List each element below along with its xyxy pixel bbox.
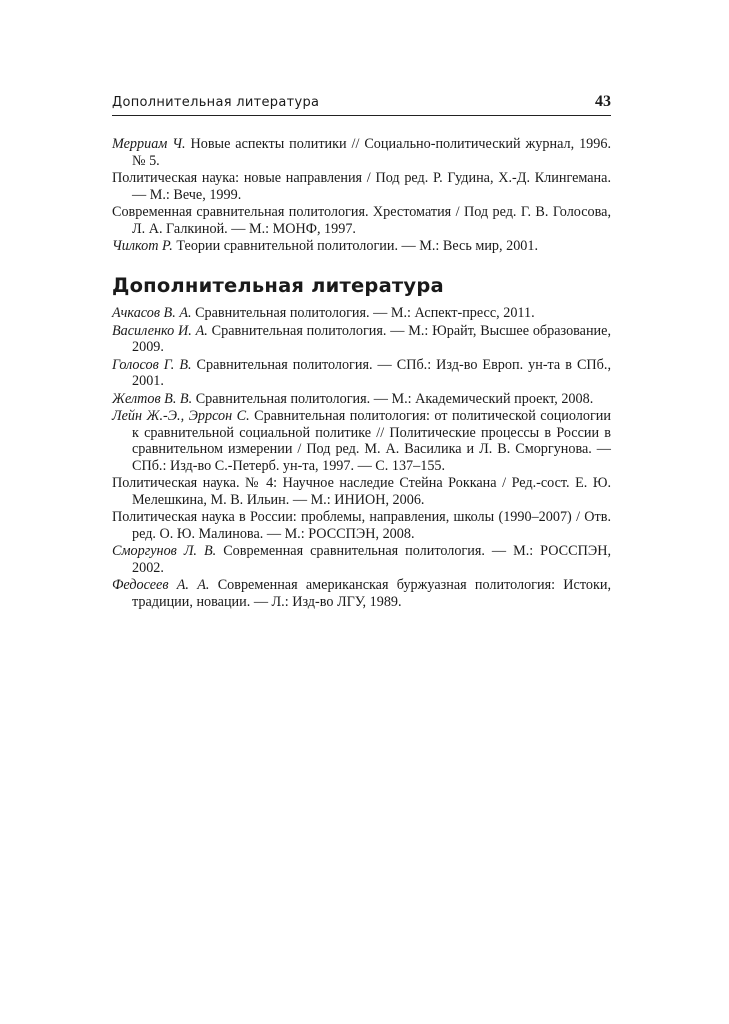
reference-text: Политическая наука: новые направления / Под ред. Р. Гудина, Х.-Д. Клингемана. — М.: Вече, 1999.: [112, 170, 611, 203]
running-header: [112, 93, 611, 116]
reference-item: [112, 408, 611, 474]
reference-author: Мерриам Ч.: [112, 136, 186, 152]
reference-text: Современная американская буржуазная политология: Истоки, традиции, новации. — Л.: Изд-во ЛГУ, 1989.: [132, 577, 611, 610]
reference-item: [112, 170, 611, 203]
reference-item: [112, 475, 611, 508]
reference-list-top: [112, 136, 611, 256]
reference-item: [112, 357, 611, 390]
reference-text: Политическая наука в России: проблемы, направления, школы (1990–2007) / Отв. ред. О. Ю. Малинова. — М.: РОССПЭН, 2008.: [112, 509, 611, 542]
reference-text: Сравнительная политология: от политической социологии к сравнительной социальной политике // Политические процессы в России в сравнительном измерении / Под ред. М. А. Василика и Л. В. Сморгунова. — СПб.: Изд-во С.-Петерб. ун-та, 1997. — С. 137–155.: [132, 408, 611, 474]
reference-author: Лейн Ж.-Э., Эррсон С.: [112, 408, 250, 424]
page-number: 43: [595, 93, 611, 110]
reference-text: Современная сравнительная политология. — М.: РОССПЭН, 2002.: [132, 543, 611, 576]
reference-text: Современная сравнительная политология. Хрестоматия / Под ред. Г. В. Голосова, Л. А. Галкиной. — М.: МОНФ, 1997.: [112, 204, 611, 237]
reference-item: [112, 323, 611, 356]
reference-text: Сравнительная политология. — СПб.: Изд-во Европ. ун-та в СПб., 2001.: [132, 356, 611, 389]
reference-author: Василенко И. А.: [112, 322, 208, 339]
section-heading: Дополнительная литература: [112, 274, 444, 297]
reference-author: Сморгунов Л. В.: [112, 543, 217, 559]
reference-text: Политическая наука. № 4: Научное наследие Стейна Роккана / Ред.-сост. Е. Ю. Мелешкина, М. В. Ильин. — М.: ИНИОН, 2006.: [112, 475, 611, 508]
reference-author: Голосов Г. В.: [112, 356, 192, 373]
running-title: Дополнительная литература: [112, 95, 320, 110]
reference-text: Сравнительная политология. — М.: Академический проект, 2008.: [192, 390, 594, 407]
reference-author: Желтов В. В.: [112, 390, 193, 407]
reference-item: [112, 238, 611, 255]
reference-item: [112, 391, 611, 408]
reference-item: [112, 543, 611, 576]
reference-item: [112, 509, 611, 542]
reference-text: Сравнительная политология. — М.: Аспект-пресс, 2011.: [191, 305, 535, 321]
reference-list: [112, 305, 611, 611]
reference-text: Новые аспекты политики // Социально-политический журнал, 1996. № 5.: [132, 136, 611, 169]
reference-text: Сравнительная политология. — М.: Юрайт, Высшее образование, 2009.: [132, 322, 611, 355]
reference-item: [112, 136, 611, 169]
reference-item: [112, 305, 611, 322]
reference-author: Ачкасов В. А.: [112, 305, 192, 321]
reference-item: [112, 577, 611, 610]
reference-author: Федосеев А. А.: [112, 577, 210, 593]
reference-author: Чилкот Р.: [112, 238, 173, 254]
reference-item: [112, 204, 611, 237]
reference-text: Теории сравнительной политологии. — М.: Весь мир, 2001.: [172, 238, 539, 254]
